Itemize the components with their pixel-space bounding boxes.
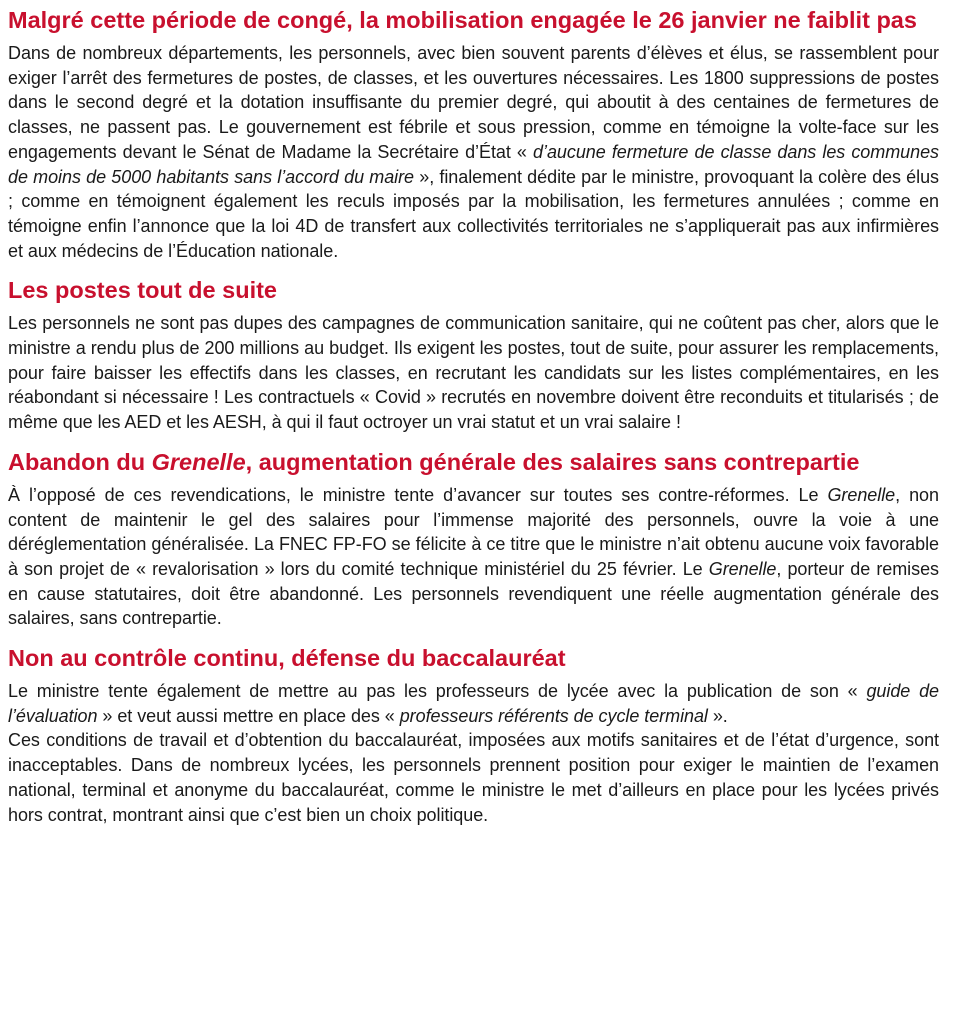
text-run: , porteur de remises en cause statutaires, doit être abandonné. Les personnels revendiquent une réelle augmentation générale des salaires, sans contrepartie.: [8, 558, 939, 629]
text-run: Les personnels ne sont pas dupes des campagnes de communication sanitaire, qui ne coûtent pas cher, alors que le ministre a rendu plus de 200 millions au budget. Ils exigent les postes, tout de suite, pour assurer les remplacements, pour faire baisser les effectifs dans les classes, en recrutant les candidats sur les listes complémentaires, en les réabondant si nécessaire ! Les contractuels « Covid » recrutés en novembre doivent être reconduits et titularisés ; de même que les AED et les AESH, à qui il faut octroyer un vrai statut et un vrai salaire !: [8, 313, 939, 433]
italic-run: Grenelle: [827, 484, 896, 505]
text-run: Abandon du: [8, 448, 152, 475]
section-heading: [8, 448, 939, 477]
text-run: Ces conditions de travail et d’obtention du baccalauréat, imposées aux motifs sanitaires et de l’état d’urgence, sont inacceptables. Dans de nombreux lycées, les personnels prennent position pour exiger le maintien de l’examen national, terminal et anonyme du baccalauréat, comme le ministre le met d’ailleurs en place pour les lycées privés hors contrat, montrant ainsi que c’est bien un choix politique.: [8, 730, 939, 825]
body-paragraph: [8, 728, 939, 827]
text-run: ».: [707, 705, 728, 726]
text-run: » et veut aussi mettre en place des «: [97, 705, 400, 726]
section-grenelle: [8, 448, 939, 631]
text-run: », finalement dédite par le ministre, provoquant la colère des élus ; comme en témoignent également les reculs imposés par la mobilisation, les fermetures annulées ; comme en témoigne enfin l’annonce que la loi 4D de transfert aux collectivités territoriales ne s’appliquerait pas aux infirmières et aux médecins de l’Éducation nationale.: [8, 166, 939, 261]
section-heading: Malgré cette période de congé, la mobilisation engagée le 26 janvier ne faiblit pas: [8, 7, 917, 33]
italic-run: professeurs référents de cycle terminal: [399, 705, 708, 726]
text-run: À l’opposé de ces revendications, le ministre tente d’avancer sur toutes ses contre-réformes. Le: [8, 484, 828, 505]
body-paragraph: [8, 311, 939, 435]
italic-run: guide de l’évaluation: [8, 681, 940, 726]
section-baccalaureat: [8, 644, 939, 827]
italic-run: d’aucune fermeture de classe dans les communes de moins de 5000 habitants sans l’accord du maire: [8, 141, 939, 187]
text-run: Dans de nombreux départements, les personnels, avec bien souvent parents d’élèves et élus, se rassemblent pour exiger l’arrêt des fermetures de postes, de classes, et les ouvertures nécessaires. Les 1800 suppressions de postes dans le second degré et la dotation insuffisante du premier degré, qui aboutit à des centaines de fermetures de classes, ne passent pas. Le gouvernement est fébrile et sous pression, comme en témoigne la volte-face sur les engagements devant le Sénat de Madame la Secrétaire d’État «: [8, 43, 939, 162]
section-heading: Non au contrôle continu, défense du baccalauréat: [8, 645, 566, 672]
italic-run: Grenelle: [708, 558, 777, 579]
body-paragraph: [8, 483, 939, 631]
body-paragraph: [8, 41, 939, 263]
section-postes: [8, 276, 939, 435]
body-paragraph: [8, 679, 939, 728]
section-heading: Les postes tout de suite: [8, 277, 277, 304]
text-run: , augmentation générale des salaires sans contrepartie: [245, 448, 860, 475]
text-run: , non content de maintenir le gel des salaires pour l’immense majorité des personnels, ouvre la voie à une déréglementation généralisée. La FNEC FP-FO se félicite à ce titre que le ministre n’ait obtenu aucune voix favorable à son projet de « revalorisation » lors du comité technique ministériel du 25 février. Le: [8, 484, 939, 579]
section-mobilisation: [8, 6, 939, 263]
italic-run: Grenelle: [151, 448, 246, 475]
text-run: Le ministre tente également de mettre au pas les professeurs de lycée avec la publication de son «: [8, 681, 867, 702]
